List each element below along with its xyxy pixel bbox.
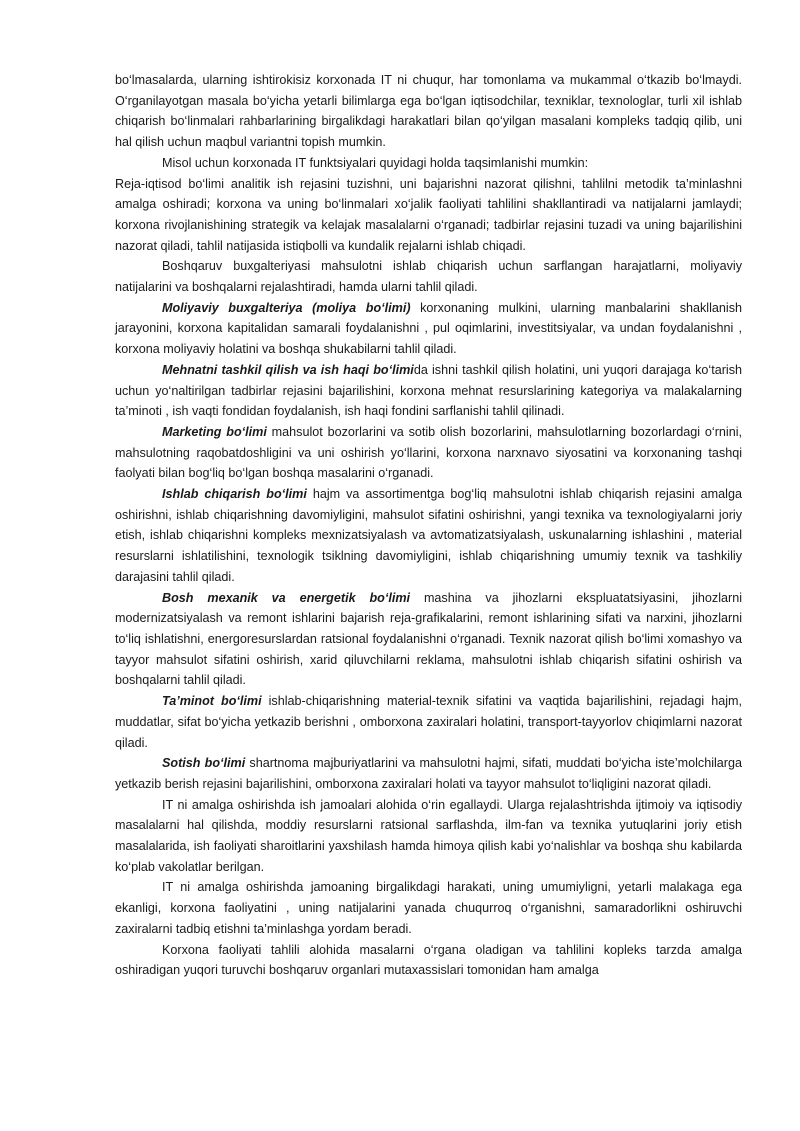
department-term: Mehnatni tashkil qilish va ish haqi bo‘limi	[162, 362, 414, 377]
paragraph-8	[115, 484, 742, 588]
paragraph-text: IT ni amalga oshirishda ish jamoalari alohida o‘rin egallaydi. Ularga rejalashtrishda ijtimoiy va iqtisodiy masalalarni hal qilishda, moddiy resurslarni ratsional sarflashda, ilm-fan va texnika yutuqlarini joriy etish masalalarida, ish faoliyati sharoitlarini yaxshilash hamda himoya qilish kabi yo‘nalishlar va boshqa shu kabilarda ko‘plab vakolatlar berilgan.	[115, 797, 742, 874]
paragraph-6	[115, 360, 742, 422]
paragraph-text: Reja-iqtisod bo‘limi analitik ish rejasini tuzishni, uni bajarishni nazorat qilishni, tahlilni metodik ta’minlashni amalga oshiradi; korxona va uning bo‘linmalari xo‘jalik faoliyati tahlilini shakllantiradi va natijalarni jamlaydi; korxona rivojlanishining strategik va kelajak masalalarni o‘rganadi; tadbirlar rejasini tuzadi va uning bajarilishini nazorat qiladi, tahlil natijasida istiqbolli va kundalik rejalarni ishlab chiqadi.	[115, 176, 742, 253]
department-term: Moliyaviy buxgalteriya (moliya bo‘limi)	[162, 300, 411, 315]
paragraph-4	[115, 256, 742, 297]
paragraph-text: Boshqaruv buxgalteriyasi mahsulotni ishlab chiqarish uchun sarflangan harajatlarni, moliyaviy natijalarini va boshqalarni rejalashtiradi, hamda ularni tahlil qiladi.	[115, 259, 742, 295]
department-term: Bosh mexanik va energetik bo‘limi	[162, 590, 411, 605]
paragraph-13	[115, 877, 742, 939]
paragraph-3	[115, 174, 742, 257]
paragraph-14	[115, 940, 742, 981]
paragraph-text: mashina va jihozlarni ekspluatatsiyasini, jihozlarni modernizatsiyalash va remont ishlarini bajarish reja-grafikalarini, remont ishlarining sifati va narxini, jihozlarni to‘liq ishlatishni, energoresurslardan ratsional foydalanishni o‘rganadi. Texnik nazorat qilish bo‘limi xomashyo va tayyor mahsulot sifatini oshirish, xarid qiluvchilarni reklama, mahsulotni ishlab chiqarish sifatini oshirish va boshqalarni tahlil qiladi.	[115, 590, 743, 688]
paragraph-text: mahsulot bozorlarini va sotib olish bozorlarini, mahsulotlarning bozorlardagi o‘rnini, mahsulotning raqobatdoshligini va uni oshirish yo‘llarini, korxona narxnavo siyosatini va korxonaning tashqi faolyati bilan bog‘liq bo‘lgan boshqa masalarini o‘rganadi.	[115, 424, 743, 481]
paragraph-9	[115, 588, 742, 692]
paragraph-2	[115, 153, 742, 174]
paragraph-text: da ishni tashkil qilish holatini, uni yuqori darajaga ko‘tarish uchun yo‘naltirilgan tadbirlar rejasini bajarilishini, korxona mehnat resurslarining kategoriya va malakalarning ta’minoti , ish vaqti fondidan foydalanish, ish haqi fondini sarflanishi tahlil qilinadi.	[115, 362, 742, 419]
paragraph-text: hajm va assortimentga bog‘liq mahsulotni ishlab chiqarish rejasini amalga oshirishni, ishlab chiqarishning davomiyligini, mahsulot sifatini oshirishni, yangi texnika va texnologiyalarni joriy etish, ishlab chiqarishni kompleks mexnizatsiyalash va avtomatizatsiyalash, uskunalarning ishlashini , material resurslarni ishlatilishini, texnologik tsiklning davomiyligini, ishlab chiqarishning umumiy texnik va tashkiliy darajasini tahlil qiladi.	[115, 487, 742, 584]
paragraph-12	[115, 795, 742, 878]
paragraph-text: shartnoma majburiyatlarini va mahsulotni hajmi, sifati, muddati bo‘yicha iste’molchilarga yetkazib berish rejasini bajarilishini, omborxona zaxiralari holati va tayyor mahsulot to‘liqligini nazorat qiladi.	[115, 756, 743, 791]
department-term: Sotish bo‘limi	[162, 756, 246, 771]
paragraph-text: korxonaning mulkini, ularning manbalarini shakllanish jarayonini, korxona kapitalidan samarali foydalanishni , pul oqimlarini, investitsiyalar, va undan foydalanishni , korxona moliyaviy holatini va boshqa shukabilarni tahlil qiladi.	[115, 300, 743, 357]
paragraph-10	[115, 691, 742, 753]
paragraph-7	[115, 422, 742, 484]
paragraph-text: ishlab-chiqarishning material-texnik sifatini va vaqtida bajarilishini, rejadagi hajm, muddatlar, sifat bo‘yicha yetkazib berishni , omborxona zaxiralari holatini, transport-tayyorlov chiqimlarni nazorat qiladi.	[115, 694, 742, 750]
paragraph-text: IT ni amalga oshirishda jamoaning birgalikdagi harakati, uning umumiyligni, yetarli malakaga ega ekanligi, korxona faoliyatini , uning natijalarini yanada chuqurroq o‘rganishni, samaradorlikni oshiruvchi zaxiralarni tadbiq etishni ta’minlashga yordam beradi.	[115, 880, 742, 936]
paragraph-text: bo‘lmasalarda, ularning ishtirokisiz korxonada IT ni chuqur, har tomonlama va mukammal o‘tkazib bo‘lmaydi. O‘rganilayotgan masala bo‘yicha yetarli bilimlarga ega bo‘lgan iqtisodchilar, texniklar, texnologlar, turli xil ishlab chiqarish bo‘linmalari rahbarlarining birgalikdagi harakatlari bilan qo‘yilgan masalani kompleks tadqiq qilib, uni hal qilish uchun maqbul variantni topish mumkin.	[115, 73, 742, 150]
paragraph-5	[115, 298, 742, 360]
paragraph-text: Korxona faoliyati tahlili alohida masalarni o‘rgana oladigan va tahlilini kopleks tarzda amalga oshiradigan yuqori turuvchi boshqaruv organlari mutaxassislari tomonidan ham amalga	[115, 942, 742, 978]
paragraph-text: Misol uchun korxonada IT funktsiyalari quyidagi holda taqsimlanishi mumkin:	[162, 155, 589, 170]
paragraph-1	[115, 70, 742, 153]
department-term: Marketing bo‘limi	[162, 424, 267, 439]
paragraph-11	[115, 753, 742, 794]
department-term: Ishlab chiqarish bo‘limi	[162, 487, 307, 502]
department-term: Ta’minot bo‘limi	[162, 694, 262, 709]
